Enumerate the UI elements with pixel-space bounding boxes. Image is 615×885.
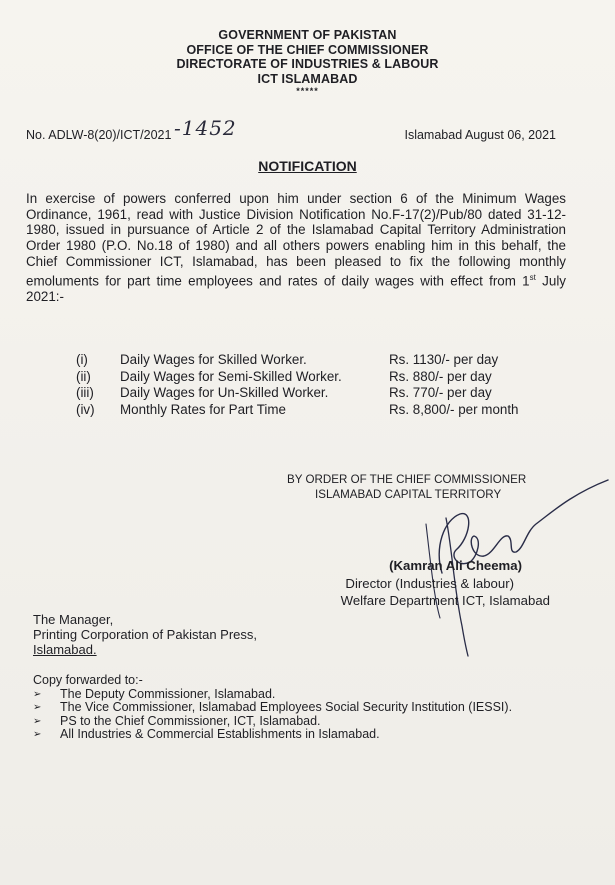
wage-row	[70, 402, 570, 419]
wage-rate: Rs. 770/- per day	[389, 385, 492, 401]
letterhead-stars: *****	[296, 86, 319, 96]
letterhead	[0, 28, 615, 96]
handwritten-number: -1452	[174, 116, 237, 140]
copy-list-item	[33, 728, 593, 742]
letterhead-line: ICT ISLAMABAD	[257, 71, 358, 86]
wage-row	[70, 352, 570, 369]
wage-description: Daily Wages for Un-Skilled Worker.	[120, 385, 329, 401]
copy-recipient: The Vice Commissioner, Islamabad Employees Social Security Institution (IESSI).	[60, 700, 513, 714]
copy-list-item	[33, 701, 593, 715]
order-line: ISLAMABAD CAPITAL TERRITORY	[315, 487, 502, 501]
wage-list	[70, 352, 570, 418]
wage-rate: Rs. 880/- per day	[389, 368, 492, 384]
address-line: The Manager,	[33, 612, 114, 627]
arrow-bullet-icon: ➢	[33, 702, 42, 713]
signatory-block	[300, 557, 600, 610]
signatory-designation: Director (Industries & labour)	[345, 575, 514, 591]
copy-recipient: The Deputy Commissioner, Islamabad.	[60, 686, 276, 701]
notification-body	[26, 191, 566, 304]
letterhead-line: OFFICE OF THE CHIEF COMMISSIONER	[186, 42, 429, 57]
copy-list-item	[33, 715, 593, 729]
copy-forwarded	[33, 674, 593, 742]
wage-number: (i)	[76, 352, 88, 367]
signatory-name: (Kamran Ali Cheema)	[389, 558, 522, 573]
body-text-main: In exercise of powers conferred upon him under section 6 of the Minimum Wages Ordinance, 1961, read with Justice Division Notification No.F-17(2)/Pub/80 dated 31-12-1980, issued in pursuance of Article 2 of the Islamabad Capital Territory Administration Order 1980 (P.O. No.18 of 1980) and all others powers enabling him in this behalf, the Chief Commissioner ICT, Islamabad, has been pleased to fix the following monthly emoluments for part time employees and rates of daily wages with effect from 1	[26, 191, 566, 288]
letterhead-line: GOVERNMENT OF PAKISTAN	[218, 28, 397, 42]
arrow-bullet-icon: ➢	[33, 688, 42, 700]
arrow-bullet-icon: ➢	[33, 715, 42, 727]
address-line: Printing Corporation of Pakistan Press,	[33, 627, 257, 642]
arrow-bullet-icon: ➢	[33, 729, 42, 740]
wage-number: (ii)	[76, 368, 91, 384]
address-city: Islamabad.	[33, 642, 97, 657]
notification-title-text: NOTIFICATION	[258, 158, 357, 174]
copy-list-item	[33, 688, 593, 702]
wage-number: (iii)	[76, 385, 94, 401]
letterhead-line: DIRECTORATE OF INDUSTRIES & LABOUR	[176, 57, 439, 71]
signatory-department: Welfare Department ICT, Islamabad	[340, 593, 550, 608]
wage-description: Daily Wages for Semi-Skilled Worker.	[120, 368, 342, 384]
body-superscript: st	[529, 272, 536, 282]
wage-description: Monthly Rates for Part Time	[120, 401, 286, 417]
body-text-end: July 2021:-	[26, 272, 566, 304]
wage-number: (iv)	[76, 401, 95, 417]
addressee	[33, 612, 257, 657]
wage-row	[70, 369, 570, 386]
order-line: BY ORDER OF THE CHIEF COMMISSIONER	[287, 473, 527, 486]
reference-number: No. ADLW-8(20)/ICT/2021	[26, 128, 172, 142]
place-date: Islamabad August 06, 2021	[404, 128, 556, 142]
wage-description: Daily Wages for Skilled Worker.	[120, 352, 307, 367]
wage-rate: Rs. 1130/- per day	[389, 352, 499, 367]
wage-row	[70, 385, 570, 402]
wage-rate: Rs. 8,800/- per month	[389, 401, 519, 417]
copy-recipient: PS to the Chief Commissioner, ICT, Islamabad.	[60, 713, 321, 728]
copy-heading: Copy forwarded to:-	[33, 673, 143, 687]
copy-recipient: All Industries & Commercial Establishments in Islamabad.	[60, 727, 380, 741]
notification-title	[0, 158, 615, 174]
